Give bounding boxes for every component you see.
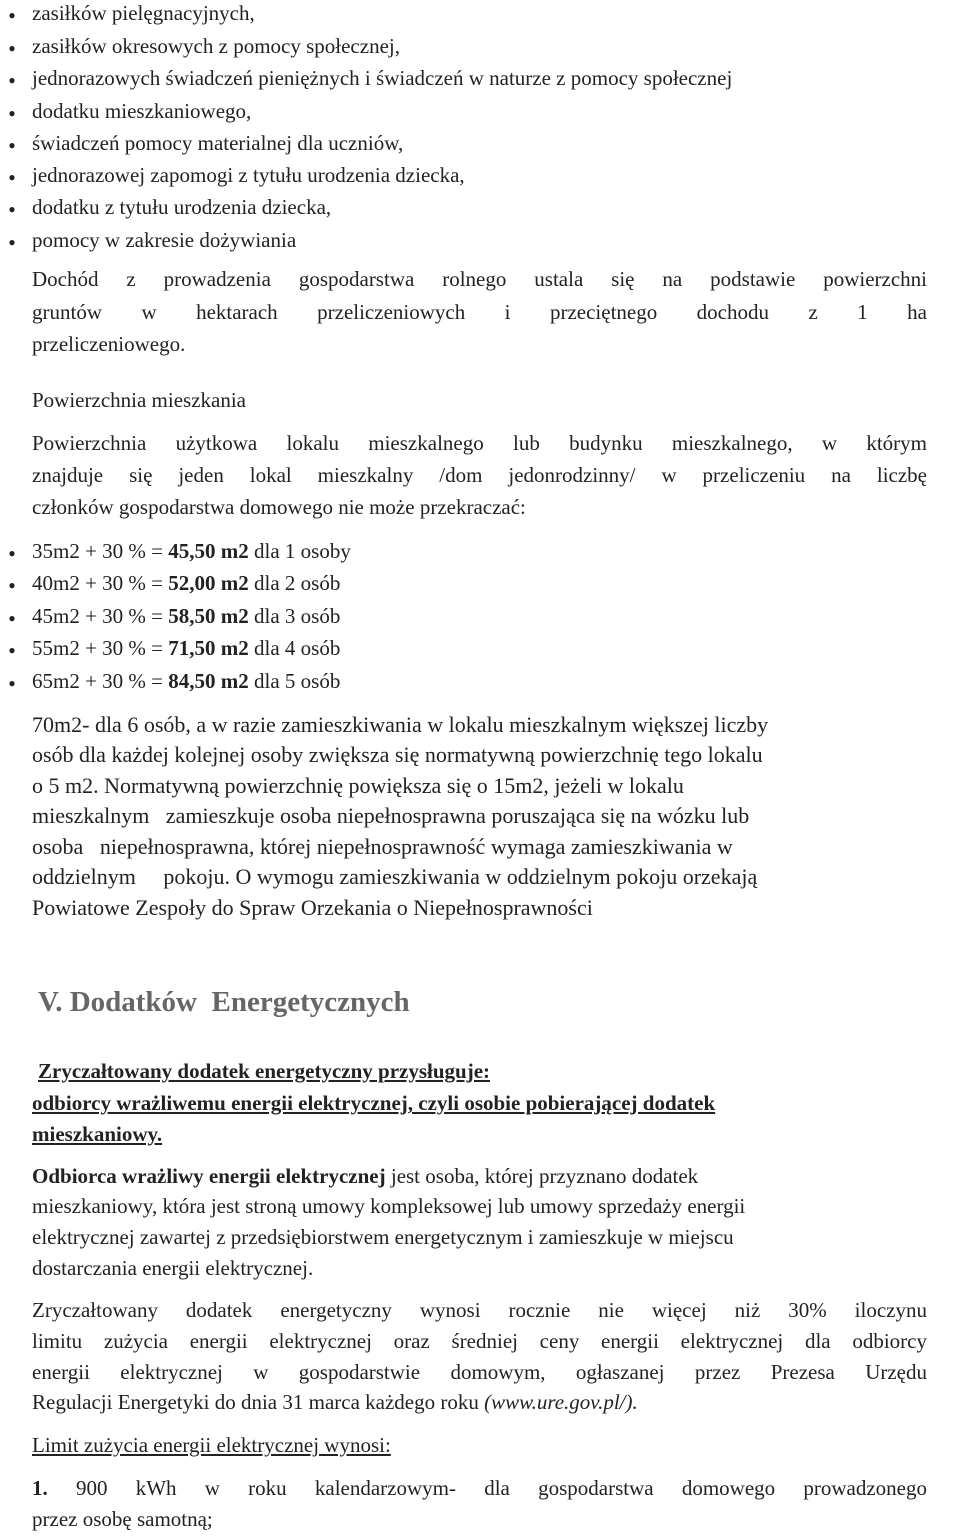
entitlement-heading: Zryczałtowany dodatek energetyczny przysługuje: [38, 1059, 491, 1083]
ure-link[interactable]: (www.ure.gov.pl/). [484, 1390, 638, 1414]
bullet-icon: • [8, 68, 16, 93]
paragraph-line: mieszkaniowy, która jest stroną umowy kompleksowej lub umowy sprzedaży energii [32, 1194, 746, 1218]
paragraph-line: mieszkalnym zamieszkuje osoba niepełnosprawna poruszająca się na wózku lub [32, 803, 750, 828]
list-item: 35m2 + 30 % = 45,50 m2 dla 1 osoby [32, 539, 351, 563]
paragraph-line: znajduje się jeden lokal mieszkalny /dom jedonrodzinny/ w przeliczeniu na liczbę [32, 463, 927, 487]
paragraph-line: 1. 900 kWh w roku kalendarzowym- dla gospodarstwa domowego prowadzonego [32, 1476, 927, 1500]
list-item: 40m2 + 30 % = 52,00 m2 dla 2 osób [32, 571, 341, 595]
list-item: 65m2 + 30 % = 84,50 m2 dla 5 osób [32, 669, 341, 693]
paragraph-line: członków gospodarstwa domowego nie może przekraczać: [32, 495, 526, 519]
list-item: zasiłków pielęgnacyjnych, [32, 1, 255, 25]
bullet-icon: • [8, 101, 16, 126]
bullet-icon: • [8, 197, 16, 222]
paragraph-line: dostarczania energii elektrycznej. [32, 1256, 314, 1280]
paragraph-line: Powiatowe Zespoły do Spraw Orzekania o Niepełnosprawności [32, 895, 593, 920]
bullet-icon: • [8, 606, 16, 631]
bullet-icon: • [8, 230, 16, 255]
list-item: jednorazowej zapomogi z tytułu urodzenia dziecka, [32, 163, 465, 187]
entitlement-line: mieszkaniowy. [32, 1122, 163, 1146]
bullet-icon: • [8, 36, 16, 61]
paragraph-line: elektrycznej zawartej z przedsiębiorstwem energetycznym i zamieszkuje w miejscu [32, 1225, 734, 1249]
bullet-icon: • [8, 541, 16, 566]
paragraph-line: Odbiorca wrażliwy energii elektrycznej jest osoba, której przyznano dodatek [32, 1164, 699, 1188]
bullet-icon: • [8, 573, 16, 598]
paragraph-line: przeliczeniowego. [32, 332, 186, 356]
paragraph-line: oddzielnym pokoju. O wymogu zamieszkiwania w oddzielnym pokoju orzekają [32, 864, 758, 889]
limit-heading: Limit zużycia energii elektrycznej wynosi: [32, 1433, 391, 1457]
paragraph-line: gruntów w hektarach przeliczeniowych i przeciętnego dochodu z 1 ha [32, 300, 927, 324]
list-item: świadczeń pomocy materialnej dla uczniów, [32, 131, 404, 155]
paragraph-line: Powierzchnia użytkowa lokalu mieszkalnego lub budynku mieszkalnego, w którym [32, 431, 927, 455]
paragraph-line: osób dla każdej kolejnej osoby zwiększa się normatywną powierzchnię tego lokalu [32, 742, 763, 767]
list-item: zasiłków okresowych z pomocy społecznej, [32, 34, 400, 58]
paragraph-line: Regulacji Energetyki do dnia 31 marca każdego roku (www.ure.gov.pl/). [32, 1390, 638, 1414]
list-item: 45m2 + 30 % = 58,50 m2 dla 3 osób [32, 604, 341, 628]
paragraph-line: Dochód z prowadzenia gospodarstwa rolnego ustala się na podstawie powierzchni [32, 267, 927, 291]
paragraph-line: energii elektrycznej w gospodarstwie domowym, ogłaszanej przez Prezesa Urzędu [32, 1360, 927, 1384]
bullet-icon: • [8, 3, 16, 28]
paragraph-line: o 5 m2. Normatywną powierzchnię powiększa się o 15m2, jeżeli w lokalu [32, 773, 684, 798]
paragraph-line: 70m2- dla 6 osób, a w razie zamieszkiwania w lokalu mieszkalnym większej liczby [32, 712, 769, 737]
bullet-icon: • [8, 133, 16, 158]
paragraph-line: limitu zużycia energii elektrycznej oraz średniej ceny energii elektrycznej dla odbiorcy [32, 1329, 927, 1353]
paragraph-line: osoba niepełnosprawna, której niepełnosprawność wymaga zamieszkiwania w [32, 834, 733, 859]
list-item: jednorazowych świadczeń pieniężnych i świadczeń w naturze z pomocy społecznej [32, 66, 733, 90]
bullet-icon: • [8, 638, 16, 663]
bullet-icon: • [8, 165, 16, 190]
section-title: V. Dodatków Energetycznych [38, 986, 410, 1018]
paragraph-line: przez osobę samotną; [32, 1507, 213, 1531]
entitlement-line: odbiorcy wrażliwemu energii elektrycznej, czyli osobie pobierającej dodatek [32, 1091, 716, 1115]
list-item: dodatku z tytułu urodzenia dziecka, [32, 195, 332, 219]
section-heading: Powierzchnia mieszkania [32, 388, 246, 412]
paragraph-line: Zryczałtowany dodatek energetyczny wynosi rocznie nie więcej niż 30% iloczynu [32, 1298, 927, 1322]
list-item: pomocy w zakresie dożywiania [32, 228, 297, 252]
list-item: dodatku mieszkaniowego, [32, 99, 252, 123]
list-item: 55m2 + 30 % = 71,50 m2 dla 4 osób [32, 636, 341, 660]
bullet-icon: • [8, 671, 16, 696]
